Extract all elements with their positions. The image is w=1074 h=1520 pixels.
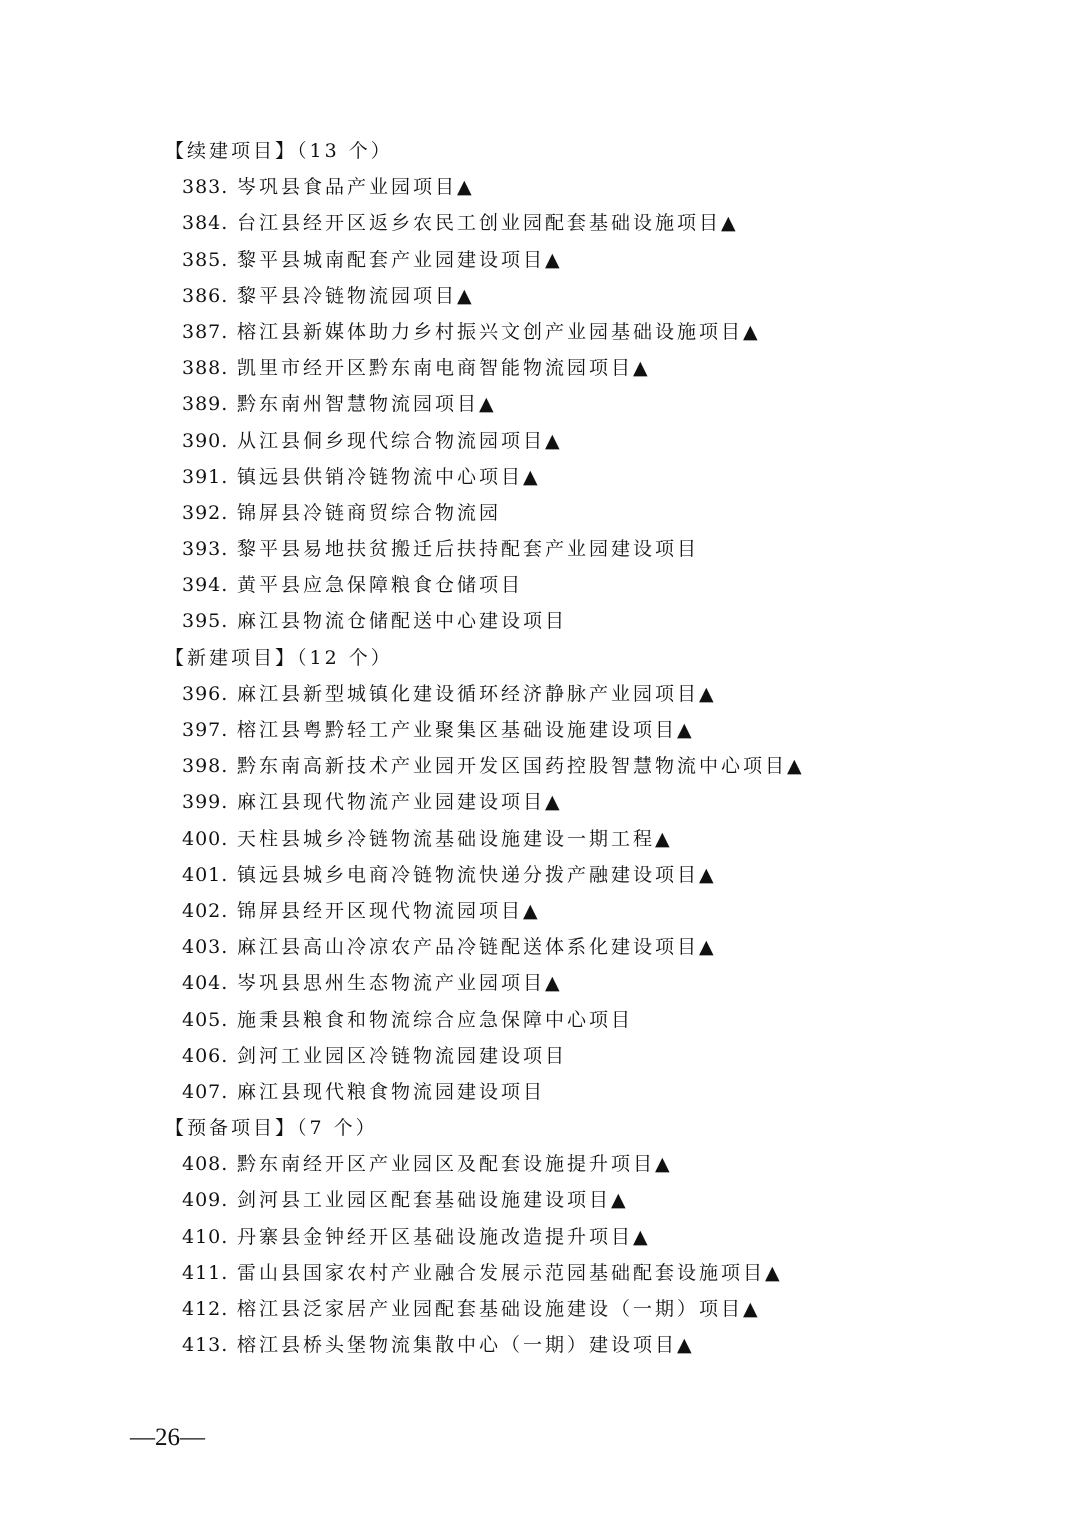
project-number: 404. (182, 972, 229, 995)
project-name: 剑河县工业园区配套基础设施建设项目 (237, 1189, 612, 1212)
project-list (165, 133, 1025, 1363)
triangle-marker-icon: ▲ (699, 682, 714, 705)
triangle-marker-icon: ▲ (457, 176, 472, 199)
triangle-marker-icon: ▲ (523, 899, 538, 922)
project-item (165, 893, 1025, 929)
project-name: 麻江县现代物流产业园建设项目 (237, 791, 546, 814)
project-item (165, 423, 1025, 459)
project-number: 398. (182, 755, 229, 778)
project-name: 榕江县桥头堡物流集散中心（一期）建设项目 (237, 1334, 678, 1357)
triangle-marker-icon: ▲ (523, 465, 538, 488)
project-number: 411. (182, 1261, 229, 1284)
page-number: —26— (130, 1424, 205, 1451)
project-number: 412. (182, 1298, 229, 1320)
triangle-marker-icon: ▲ (611, 1189, 626, 1212)
triangle-marker-icon: ▲ (721, 212, 736, 235)
project-number: 387. (182, 320, 229, 343)
project-name: 锦屏县冷链商贸综合物流园 (237, 501, 502, 524)
triangle-marker-icon: ▲ (699, 863, 714, 886)
project-item (165, 603, 1025, 639)
triangle-marker-icon: ▲ (743, 320, 758, 343)
triangle-marker-icon: ▲ (743, 1298, 758, 1320)
project-number: 385. (182, 248, 229, 271)
triangle-marker-icon: ▲ (655, 1153, 670, 1176)
triangle-marker-icon: ▲ (457, 284, 472, 307)
triangle-marker-icon: ▲ (765, 1261, 780, 1284)
project-item (165, 350, 1025, 386)
project-number: 383. (182, 176, 229, 199)
project-item (165, 1002, 1025, 1038)
project-name: 黄平县应急保障粮食仓储项目 (237, 574, 524, 597)
project-name: 黔东南经开区产业园区及配套设施提升项目 (237, 1153, 656, 1176)
project-name: 黎平县冷链物流园项目 (237, 284, 458, 307)
triangle-marker-icon: ▲ (545, 248, 560, 271)
project-item (165, 676, 1025, 712)
project-name: 镇远县城乡电商冷链物流快递分拨产融建设项目 (237, 863, 700, 886)
triangle-marker-icon: ▲ (545, 791, 560, 814)
project-name: 麻江县物流仓储配送中心建设项目 (237, 610, 568, 633)
project-name: 黎平县城南配套产业园建设项目 (237, 248, 546, 271)
project-item (165, 567, 1025, 603)
project-item (165, 857, 1025, 893)
project-item (165, 1074, 1025, 1110)
project-number: 399. (182, 791, 229, 814)
triangle-marker-icon: ▲ (655, 827, 670, 850)
project-name: 剑河工业园区冷链物流园建设项目 (237, 1044, 568, 1067)
triangle-marker-icon: ▲ (545, 972, 560, 995)
project-number: 388. (182, 357, 229, 380)
project-number: 403. (182, 936, 229, 959)
project-number: 407. (182, 1080, 229, 1103)
project-item (165, 821, 1025, 857)
project-name: 丹寨县金钟经开区基础设施改造提升项目 (237, 1225, 634, 1248)
project-number: 396. (182, 682, 229, 705)
project-number: 410. (182, 1225, 229, 1248)
triangle-marker-icon: ▲ (699, 936, 714, 959)
project-item (165, 965, 1025, 1001)
project-number: 401. (182, 863, 229, 886)
project-item (165, 205, 1025, 241)
project-item (165, 386, 1025, 422)
project-item (165, 748, 1025, 784)
project-name: 天柱县城乡冷链物流基础设施建设一期工程 (237, 827, 656, 850)
triangle-marker-icon: ▲ (677, 719, 692, 741)
project-number: 393. (182, 538, 229, 561)
triangle-marker-icon: ▲ (633, 357, 648, 380)
triangle-marker-icon: ▲ (633, 1225, 648, 1248)
project-number: 405. (182, 1008, 229, 1031)
project-number: 400. (182, 827, 229, 850)
project-name: 岑巩县思州生态物流产业园项目 (237, 972, 546, 995)
project-item (165, 1255, 1025, 1291)
project-item (165, 169, 1025, 205)
project-item (165, 929, 1025, 965)
project-number: 406. (182, 1044, 229, 1067)
project-number: 386. (182, 284, 229, 307)
project-name: 凯里市经开区黔东南电商智能物流园项目 (237, 357, 634, 380)
project-item (165, 531, 1025, 567)
project-name: 镇远县供销冷链物流中心项目 (237, 465, 524, 488)
project-name: 榕江县泛家居产业园配套基础设施建设（一期）项目 (237, 1298, 744, 1320)
project-name: 麻江县现代粮食物流园建设项目 (237, 1080, 546, 1103)
project-name: 岑巩县食品产业园项目 (237, 176, 458, 199)
section-heading: 【预备项目】（7 个） (165, 1117, 378, 1140)
project-name: 黔东南高新技术产业园开发区国药控股智慧物流中心项目 (237, 755, 788, 778)
project-number: 409. (182, 1189, 229, 1212)
project-item (165, 314, 1025, 350)
project-number: 408. (182, 1153, 229, 1176)
section-heading: 【续建项目】（13 个） (165, 140, 393, 162)
project-item (165, 1219, 1025, 1255)
project-name: 施秉县粮食和物流综合应急保障中心项目 (237, 1008, 634, 1031)
project-item (165, 712, 1025, 748)
project-number: 395. (182, 610, 229, 633)
project-number: 402. (182, 899, 229, 922)
project-number: 397. (182, 719, 229, 741)
project-name: 黎平县易地扶贫搬迁后扶持配套产业园建设项目 (237, 538, 700, 561)
triangle-marker-icon: ▲ (545, 429, 560, 452)
project-name: 榕江县新媒体助力乡村振兴文创产业园基础设施项目 (237, 320, 744, 343)
triangle-marker-icon: ▲ (479, 393, 494, 416)
project-number: 413. (182, 1334, 229, 1357)
project-item (165, 1038, 1025, 1074)
project-item (165, 784, 1025, 820)
project-name: 黔东南州智慧物流园项目 (237, 393, 480, 416)
project-number: 394. (182, 574, 229, 597)
project-name: 从江县侗乡现代综合物流园项目 (237, 429, 546, 452)
project-item (165, 1146, 1025, 1182)
project-number: 392. (182, 501, 229, 524)
project-item (165, 242, 1025, 278)
project-name: 锦屏县经开区现代物流园项目 (237, 899, 524, 922)
project-number: 384. (182, 212, 229, 235)
project-item (165, 1182, 1025, 1218)
project-number: 391. (182, 465, 229, 488)
project-name: 榕江县粤黔轻工产业聚集区基础设施建设项目 (237, 719, 678, 741)
project-name: 台江县经开区返乡农民工创业园配套基础设施项目 (237, 212, 722, 235)
triangle-marker-icon: ▲ (787, 755, 802, 778)
project-item (165, 459, 1025, 495)
triangle-marker-icon: ▲ (677, 1334, 692, 1357)
project-item (165, 1327, 1025, 1363)
project-item (165, 1291, 1025, 1327)
project-name: 麻江县高山冷凉农产品冷链配送体系化建设项目 (237, 936, 700, 959)
project-item (165, 278, 1025, 314)
section-heading: 【新建项目】（12 个） (165, 646, 393, 669)
project-item (165, 495, 1025, 531)
project-number: 390. (182, 429, 229, 452)
project-name: 麻江县新型城镇化建设循环经济静脉产业园项目 (237, 682, 700, 705)
project-number: 389. (182, 393, 229, 416)
project-name: 雷山县国家农村产业融合发展示范园基础配套设施项目 (237, 1261, 766, 1284)
